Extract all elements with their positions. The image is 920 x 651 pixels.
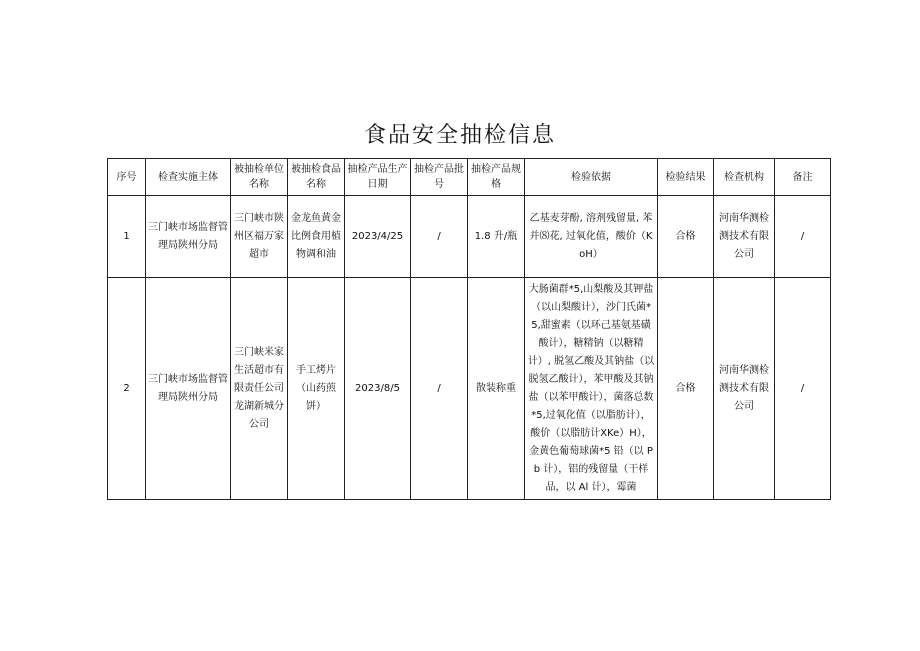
cell-basis: 乙基麦芽酚, 溶剂残留量, 苯并⑻花, 过氧化值，酸价（KoH） (525, 196, 658, 278)
cell-food: 金龙鱼黄金比例食用植物调和油 (288, 196, 345, 278)
header-agency: 检查机构 (714, 159, 775, 196)
page-title: 食品安全抽检信息 (363, 123, 556, 148)
table-row (108, 278, 831, 500)
cell-date: 2023/4/25 (345, 196, 411, 278)
table-header-row (108, 159, 831, 196)
header-spec: 抽检产品规格 (468, 159, 525, 196)
header-basis: 检验依据 (525, 159, 658, 196)
cell-agency: 河南华测检测技术有限公司 (714, 196, 775, 278)
cell-subject: 三门峡市场监督管理局陕州分局 (146, 278, 231, 500)
cell-result: 合格 (658, 196, 714, 278)
header-result: 检验结果 (658, 159, 714, 196)
cell-remark: / (775, 278, 831, 500)
cell-spec: 散装称重 (468, 278, 525, 500)
cell-spec: 1.8 升/瓶 (468, 196, 525, 278)
cell-batch: / (411, 196, 468, 278)
cell-remark: / (775, 196, 831, 278)
cell-food: 手工烤片（山药煎饼） (288, 278, 345, 500)
cell-agency: 河南华测检测技术有限公司 (714, 278, 775, 500)
cell-basis: 大肠菌群*5,山梨酸及其钾盐（以山梨酸计），沙门氏菌*5,甜蜜素（以环己基氨基磺酸计），糖精钠（以糖精计）, 脱氢乙酸及其钠盐（以脱氢乙酸计），苯甲酸及其钠盐（以苯甲酸计），菌落总数*5,过氧化值（以脂肪计），酸价（以脂肪计XKe）H），金黄色葡萄球菌*5 铅（以 Pb 计），铝的残留量（干样品，以 Al 计），霉菌 (525, 278, 658, 500)
cell-batch: / (411, 278, 468, 500)
cell-date: 2023/8/5 (345, 278, 411, 500)
header-remark: 备注 (775, 159, 831, 196)
cell-unit: 三门峡米家生活超市有限责任公司龙湖新城分公司 (231, 278, 288, 500)
cell-no: 2 (108, 278, 146, 500)
cell-subject: 三门峡市场监督管理局陕州分局 (146, 196, 231, 278)
header-unit: 被抽检单位名称 (231, 159, 288, 196)
header-subject: 检查实施主体 (146, 159, 231, 196)
table-row (108, 196, 831, 278)
header-food: 被抽检食品名称 (288, 159, 345, 196)
cell-no: 1 (108, 196, 146, 278)
header-no: 序号 (108, 159, 146, 196)
header-batch: 抽检产品批号 (411, 159, 468, 196)
inspection-table (107, 158, 831, 500)
header-date: 抽检产品生产日期 (345, 159, 411, 196)
cell-result: 合格 (658, 278, 714, 500)
cell-unit: 三门峡市陕州区福万家超市 (231, 196, 288, 278)
